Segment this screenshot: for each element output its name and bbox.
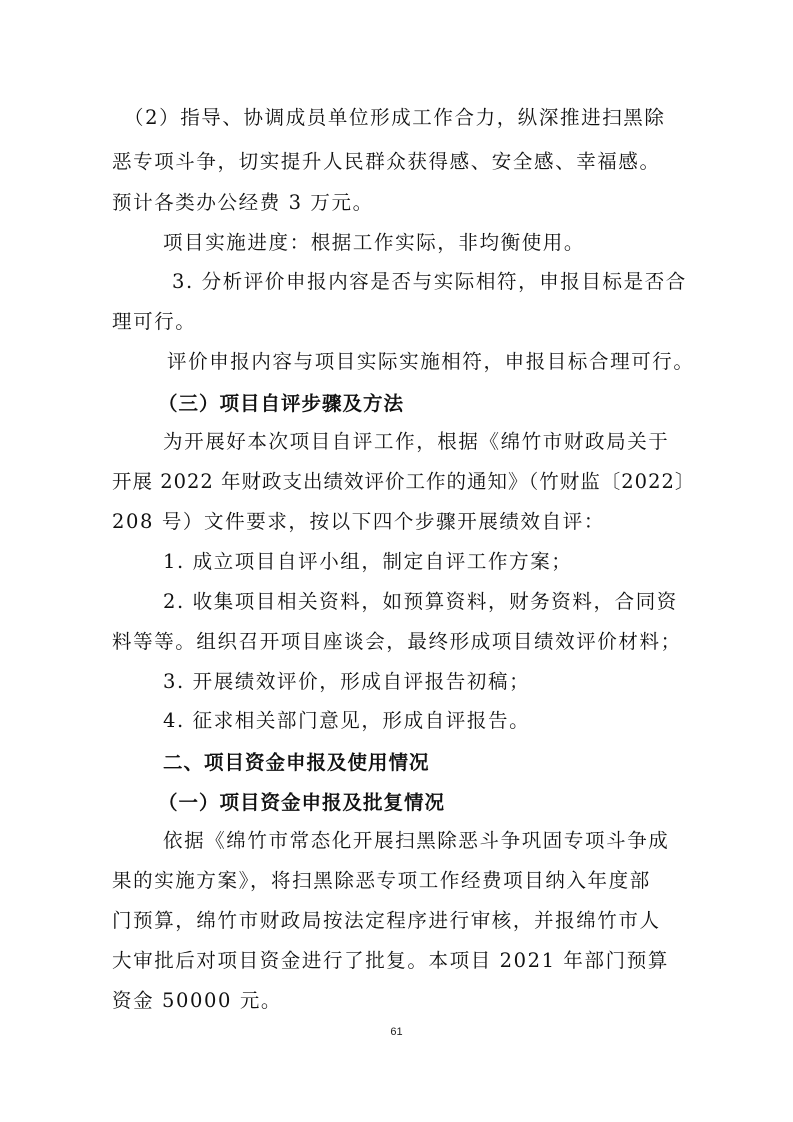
- page-number: 61: [390, 1026, 403, 1038]
- paragraph-line: 1. 成立项目自评小组，制定自评工作方案；: [163, 550, 573, 573]
- chapter-heading: 二、项目资金申报及使用情况: [163, 751, 430, 774]
- paragraph-line: 果的实施方案》，将扫黑除恶专项工作经费项目纳入年度部: [112, 869, 651, 892]
- paragraph-line: （2）指导、协调成员单位形成工作合力，纵深推进扫黑除: [124, 106, 666, 129]
- paragraph-line: 资金 50000 元。: [112, 989, 283, 1012]
- paragraph-line: 料等等。组织召开项目座谈会，最终形成项目绩效评价材料；: [112, 630, 682, 653]
- paragraph-line: 为开展好本次项目自评工作，根据《绵竹市财政局关于: [163, 430, 670, 453]
- paragraph-line: 2. 收集项目相关资料，如预算资料，财务资料，合同资: [163, 590, 678, 613]
- paragraph-line: 开展 2022 年财政支出绩效评价工作的通知》（竹财监〔2022〕: [112, 470, 696, 493]
- paragraph-line: 4. 征求相关部门意见，形成自评报告。: [163, 709, 531, 732]
- paragraph-line: 理可行。: [112, 310, 197, 333]
- paragraph-line: 3. 开展绩效评价，形成自评报告初稿；: [163, 670, 531, 693]
- section-heading: （三）项目自评步骤及方法: [158, 392, 405, 415]
- paragraph-line: 评价申报内容与项目实际实施相符，申报目标合理可行。: [167, 350, 695, 373]
- paragraph-line: 依据《绵竹市常态化开展扫黑除恶斗争巩固专项斗争成: [163, 829, 670, 852]
- paragraph-line: 恶专项斗争，切实提升人民群众获得感、安全感、幸福感。: [112, 150, 661, 173]
- paragraph-line: 208 号）文件要求，按以下四个步骤开展绩效自评：: [112, 510, 605, 533]
- paragraph-line: 预计各类办公经费 3 万元。: [112, 191, 374, 214]
- section-heading: （一）项目资金申报及批复情况: [158, 791, 446, 814]
- paragraph-line: 项目实施进度：根据工作实际，非均衡使用。: [163, 231, 586, 254]
- paragraph-line: 大审批后对项目资金进行了批复。本项目 2021 年部门预算: [112, 949, 669, 972]
- paragraph-line: 3. 分析评价申报内容是否与实际相符，申报目标是否合: [172, 270, 687, 293]
- paragraph-line: 门预算，绵竹市财政局按法定程序进行审核，并报绵竹市人: [112, 909, 661, 932]
